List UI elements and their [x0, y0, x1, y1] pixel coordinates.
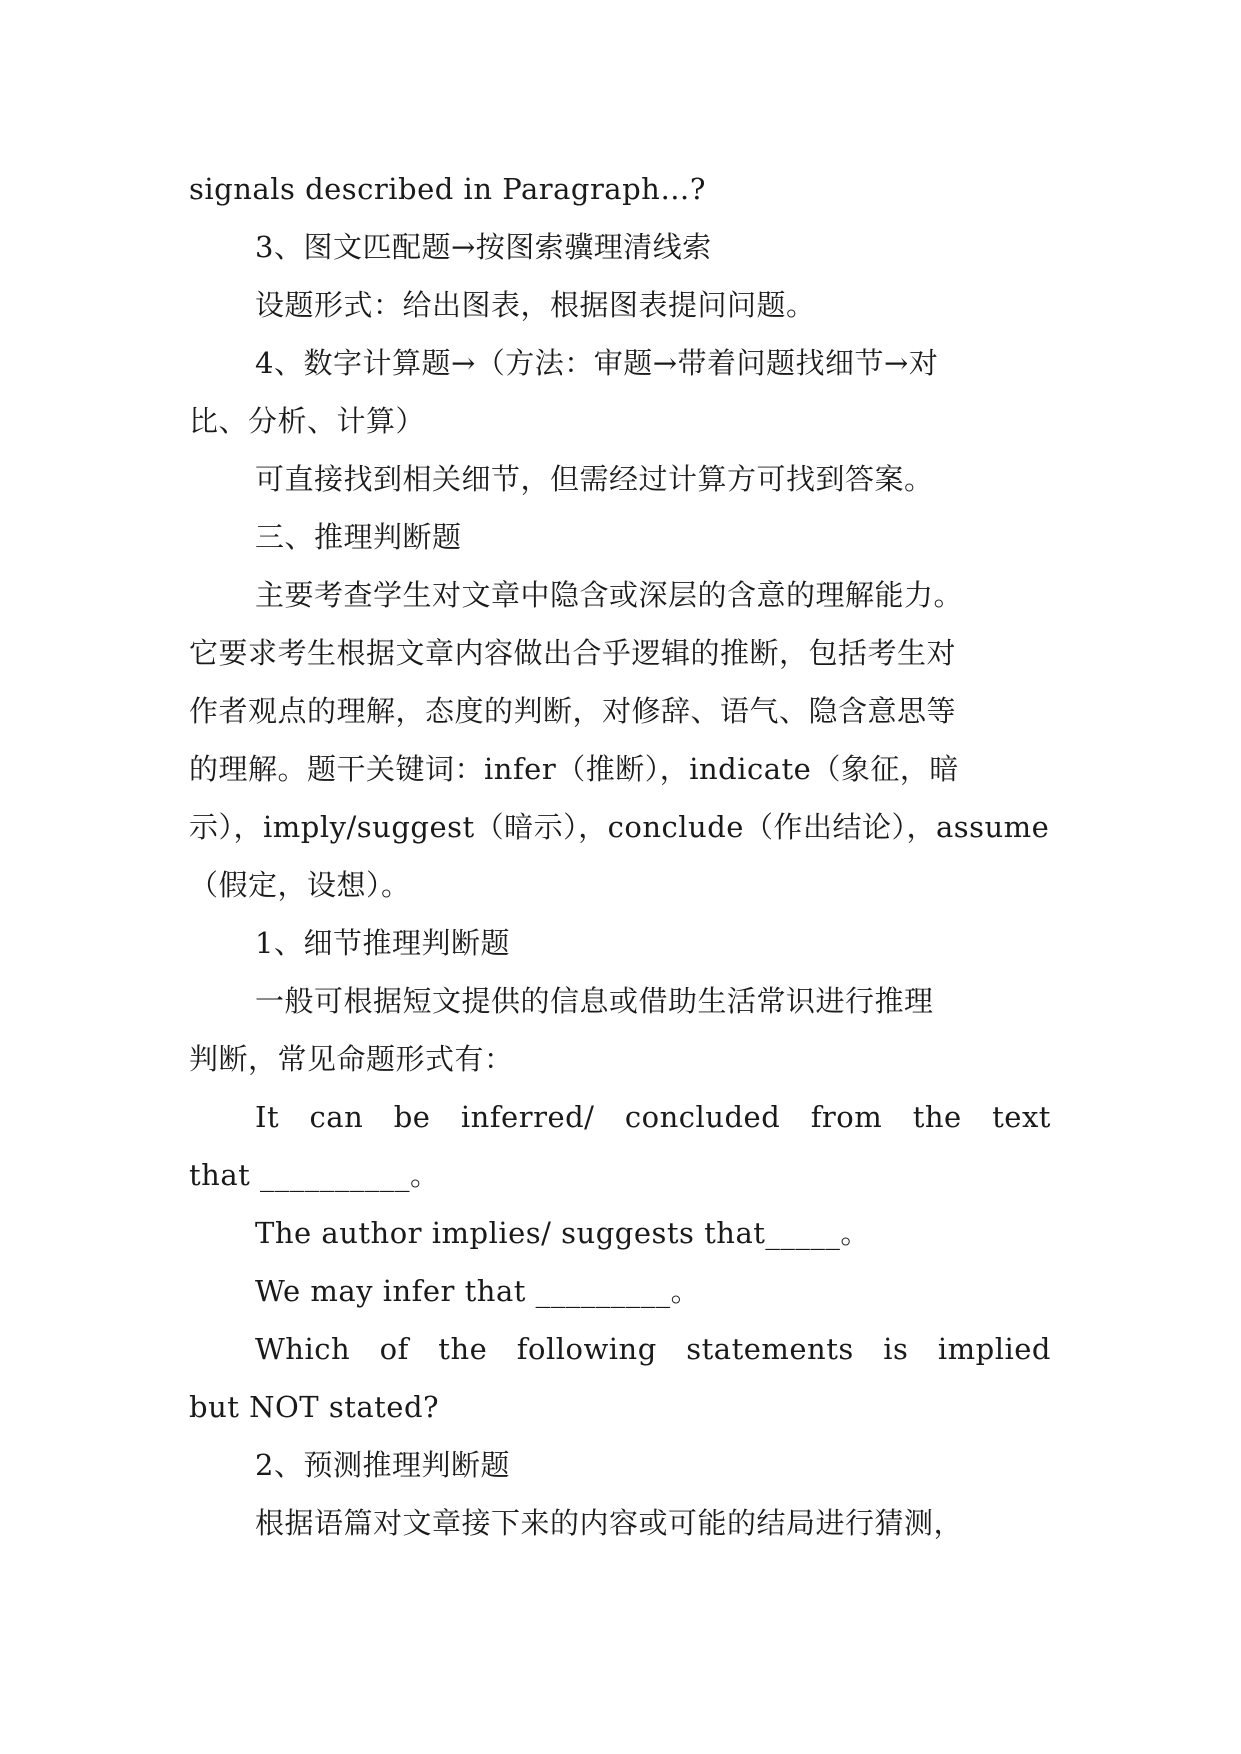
- section-heading: 1、细节推理判断题: [255, 926, 510, 960]
- paragraph-line: 根据语篇对文章接下来的内容或可能的结局进行猜测，: [255, 1506, 964, 1540]
- example-line-justified: [189, 1088, 1051, 1146]
- word: text: [992, 1100, 1051, 1134]
- example-line-justified: [189, 1320, 1051, 1378]
- paragraph-line: 一般可根据短文提供的信息或借助生活常识进行推理: [255, 984, 934, 1018]
- word: is: [883, 1332, 909, 1366]
- paragraph-line: 它要求考生根据文章内容做出合乎逻辑的推断，包括考生对: [189, 636, 957, 670]
- word: of: [379, 1332, 409, 1366]
- section-heading: 4、数字计算题→（方法：审题→带着问题找细节→对: [255, 346, 939, 380]
- word: implied: [937, 1332, 1051, 1366]
- section-heading: 3、图文匹配题→按图索骥理清线索: [255, 230, 712, 264]
- word: can: [309, 1100, 364, 1134]
- example-line: We may infer that _________。: [255, 1274, 701, 1308]
- word: from: [810, 1100, 883, 1134]
- example-line: but NOT stated?: [189, 1390, 440, 1424]
- word: following: [516, 1332, 657, 1366]
- word: be: [393, 1100, 431, 1134]
- word: statements: [686, 1332, 854, 1366]
- section-heading: 三、推理判断题: [255, 520, 462, 554]
- word: It: [255, 1100, 280, 1134]
- word: inferred/: [460, 1100, 595, 1134]
- paragraph-line: 判断，常见命题形式有：: [189, 1042, 514, 1076]
- word: concluded: [624, 1100, 781, 1134]
- paragraph-line: 的理解。题干关键词：infer（推断），indicate（象征，暗: [189, 752, 959, 786]
- example-line: The author implies/ suggests that_____。: [255, 1216, 870, 1250]
- paragraph-line: 作者观点的理解，态度的判断，对修辞、语气、隐含意思等: [189, 694, 957, 728]
- word: the: [438, 1332, 488, 1366]
- paragraph-line: 示），imply/suggest（暗示），conclude（作出结论），assume: [189, 810, 1050, 844]
- paragraph-line: 主要考查学生对文章中隐含或深层的含意的理解能力。: [255, 578, 964, 612]
- text-line: signals described in Paragraph…?: [189, 172, 706, 206]
- example-line: that __________。: [189, 1158, 440, 1192]
- word: the: [912, 1100, 962, 1134]
- paragraph-line: （假定，设想）。: [189, 868, 411, 902]
- paragraph-line: 可直接找到相关细节，但需经过计算方可找到答案。: [255, 462, 934, 496]
- section-heading: 2、预测推理判断题: [255, 1448, 510, 1482]
- document-page: [189, 160, 1051, 1552]
- paragraph-line: 比、分析、计算）: [189, 404, 426, 438]
- word: Which: [255, 1332, 351, 1366]
- paragraph-line: 设题形式：给出图表，根据图表提问问题。: [255, 288, 816, 322]
